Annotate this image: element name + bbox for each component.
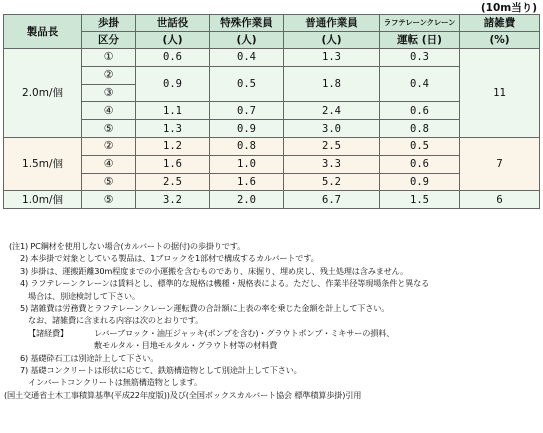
note-number: 2) — [19, 253, 28, 264]
step-cell: ② — [82, 66, 136, 84]
unit-note: (10m当り) — [480, 2, 537, 14]
step-cell: ④ — [82, 155, 136, 173]
sewayaku-cell: 1.6 — [136, 155, 210, 173]
crane-cell: 0.8 — [380, 120, 460, 138]
table-row — [4, 66, 540, 84]
note-item — [4, 252, 540, 264]
step-cell: ④ — [82, 102, 136, 120]
crane-cell: 1.5 — [380, 191, 460, 209]
sewayaku-cell: 0.6 — [136, 49, 210, 67]
header-futsu: 普通作業員 — [284, 15, 380, 32]
note-text: なお、諸雑費に含まれる内容は次のとおりです。 — [28, 315, 204, 326]
note-number: 4) — [19, 278, 28, 289]
table-row — [4, 137, 540, 155]
note-number: 5) — [19, 303, 28, 314]
header-product-length: 製品長 — [4, 15, 82, 49]
futsu-cell: 3.0 — [284, 120, 380, 138]
header-step: 歩掛 — [82, 15, 136, 32]
note-text: 諸雑費は労務費とラフテレーンクレーン運転費の合計額に上表の率を乗じた金額を計上して下さい。 — [30, 303, 390, 314]
note-subitem — [4, 339, 540, 351]
note-continuation — [4, 314, 540, 326]
note-text: ラフテレーンクレーンは賃料とし、標準的な規格は機種・規格表による。ただし、作業半径等現場条件と異なる — [30, 278, 430, 289]
table-row — [4, 49, 540, 67]
tokushu-cell: 0.4 — [210, 49, 284, 67]
table-row — [4, 102, 540, 120]
tokushu-cell: 1.0 — [210, 155, 284, 173]
labor-rate-table — [3, 14, 540, 209]
note-item — [4, 240, 540, 252]
header-sewayaku-unit: (人) — [136, 32, 210, 49]
header-row — [4, 15, 540, 32]
note-text: 敷モルタル・目地モルタル・グラウト材等の材料費 — [94, 340, 278, 351]
tokushu-cell: 0.8 — [210, 137, 284, 155]
step-cell: ② — [82, 137, 136, 155]
futsu-cell: 1.3 — [284, 49, 380, 67]
note-item — [4, 265, 540, 277]
note-text: 本歩掛で対象としている製品は、1ブロックを1部材で構成するカルバートです。 — [30, 253, 319, 264]
sewayaku-cell: 1.2 — [136, 137, 210, 155]
note-label: 【諸経費】 — [28, 327, 68, 338]
sewayaku-cell: 1.1 — [136, 102, 210, 120]
step-cell: ⑤ — [82, 120, 136, 138]
header-tokushu: 特殊作業員 — [210, 15, 284, 32]
tokushu-cell: 2.0 — [210, 191, 284, 209]
product-length-cell: 1.0m/個 — [4, 191, 82, 209]
header-crane-unit: 運転 (日) — [380, 32, 460, 49]
table-row — [4, 120, 540, 138]
futsu-cell: 2.4 — [284, 102, 380, 120]
crane-cell: 0.6 — [380, 155, 460, 173]
product-length-cell: 2.0m/個 — [4, 49, 82, 138]
product-length-cell: 1.5m/個 — [4, 137, 82, 190]
note-text: 歩掛は、運搬距離30m程度までの小運搬を含むものであり、床掘り、埋め戻し、残土処理は含みません。 — [30, 265, 409, 276]
note-continuation — [4, 290, 540, 302]
note-item — [4, 352, 540, 364]
note-item — [4, 364, 540, 376]
sewayaku-cell: 2.5 — [136, 173, 210, 191]
header-futsu-unit: (人) — [284, 32, 380, 49]
note-text: PC鋼材を使用しない場合(カルバートの据付)の歩掛りです。 — [30, 241, 246, 251]
note-item — [4, 277, 540, 289]
misc-cell: 11 — [460, 49, 540, 138]
note-text: 基礎砕石工は別途計上して下さい。 — [30, 352, 159, 363]
header-misc-unit: (%) — [460, 32, 540, 49]
table-row — [4, 191, 540, 209]
futsu-cell: 5.2 — [284, 173, 380, 191]
tokushu-cell: 0.9 — [210, 120, 284, 138]
crane-cell: 0.4 — [380, 66, 460, 102]
table-row — [4, 173, 540, 191]
source-citation: (国土交通省土木工事積算基準(平成22年度版))及び(全国ボックスカルバート協会 標準積算歩掛)引用 — [4, 389, 362, 400]
step-cell: ⑤ — [82, 173, 136, 191]
sewayaku-cell: 1.3 — [136, 120, 210, 138]
note-text: レバーブロック・油圧ジャッキ(ポンプを含む)・グラウトポンプ・ミキサーの損料、 — [94, 327, 395, 338]
header-step-2: 区分 — [82, 32, 136, 49]
futsu-cell: 6.7 — [284, 191, 380, 209]
notes — [4, 240, 540, 401]
header-tokushu-unit: (人) — [210, 32, 284, 49]
tokushu-cell: 0.7 — [210, 102, 284, 120]
note-number: 3) — [19, 265, 28, 276]
header-misc: 諸雑費 — [460, 15, 540, 32]
note-text: インバートコンクリートは無筋構造物とします。 — [28, 377, 203, 388]
sewayaku-cell: 3.2 — [136, 191, 210, 209]
note-text: 基礎コンクリートは形状に応じて、鉄筋構造物として別途計上して下さい。 — [30, 365, 302, 376]
futsu-cell: 3.3 — [284, 155, 380, 173]
misc-cell: 6 — [460, 191, 540, 209]
step-cell: ③ — [82, 84, 136, 102]
note-continuation — [4, 376, 540, 388]
crane-cell: 0.3 — [380, 49, 460, 67]
crane-cell: 0.5 — [380, 137, 460, 155]
step-cell: ① — [82, 49, 136, 67]
note-number: 7) — [19, 365, 28, 376]
note-number: 6) — [19, 352, 28, 363]
misc-cell: 7 — [460, 137, 540, 190]
header-row-2 — [4, 32, 540, 49]
crane-cell: 0.6 — [380, 102, 460, 120]
note-number: (注1) — [9, 241, 28, 251]
note-subitem — [4, 327, 540, 339]
tokushu-cell: 0.5 — [210, 66, 284, 102]
note-item — [4, 302, 540, 314]
crane-cell: 0.9 — [380, 173, 460, 191]
futsu-cell: 2.5 — [284, 137, 380, 155]
futsu-cell: 1.8 — [284, 66, 380, 102]
note-text: 場合は、別途検討して下さい。 — [28, 290, 140, 301]
table-row — [4, 155, 540, 173]
sewayaku-cell: 0.9 — [136, 66, 210, 102]
step-cell: ⑤ — [82, 191, 136, 209]
header-crane: ラフテレーンクレーン — [380, 15, 460, 32]
header-sewayaku: 世話役 — [136, 15, 210, 32]
tokushu-cell: 1.6 — [210, 173, 284, 191]
